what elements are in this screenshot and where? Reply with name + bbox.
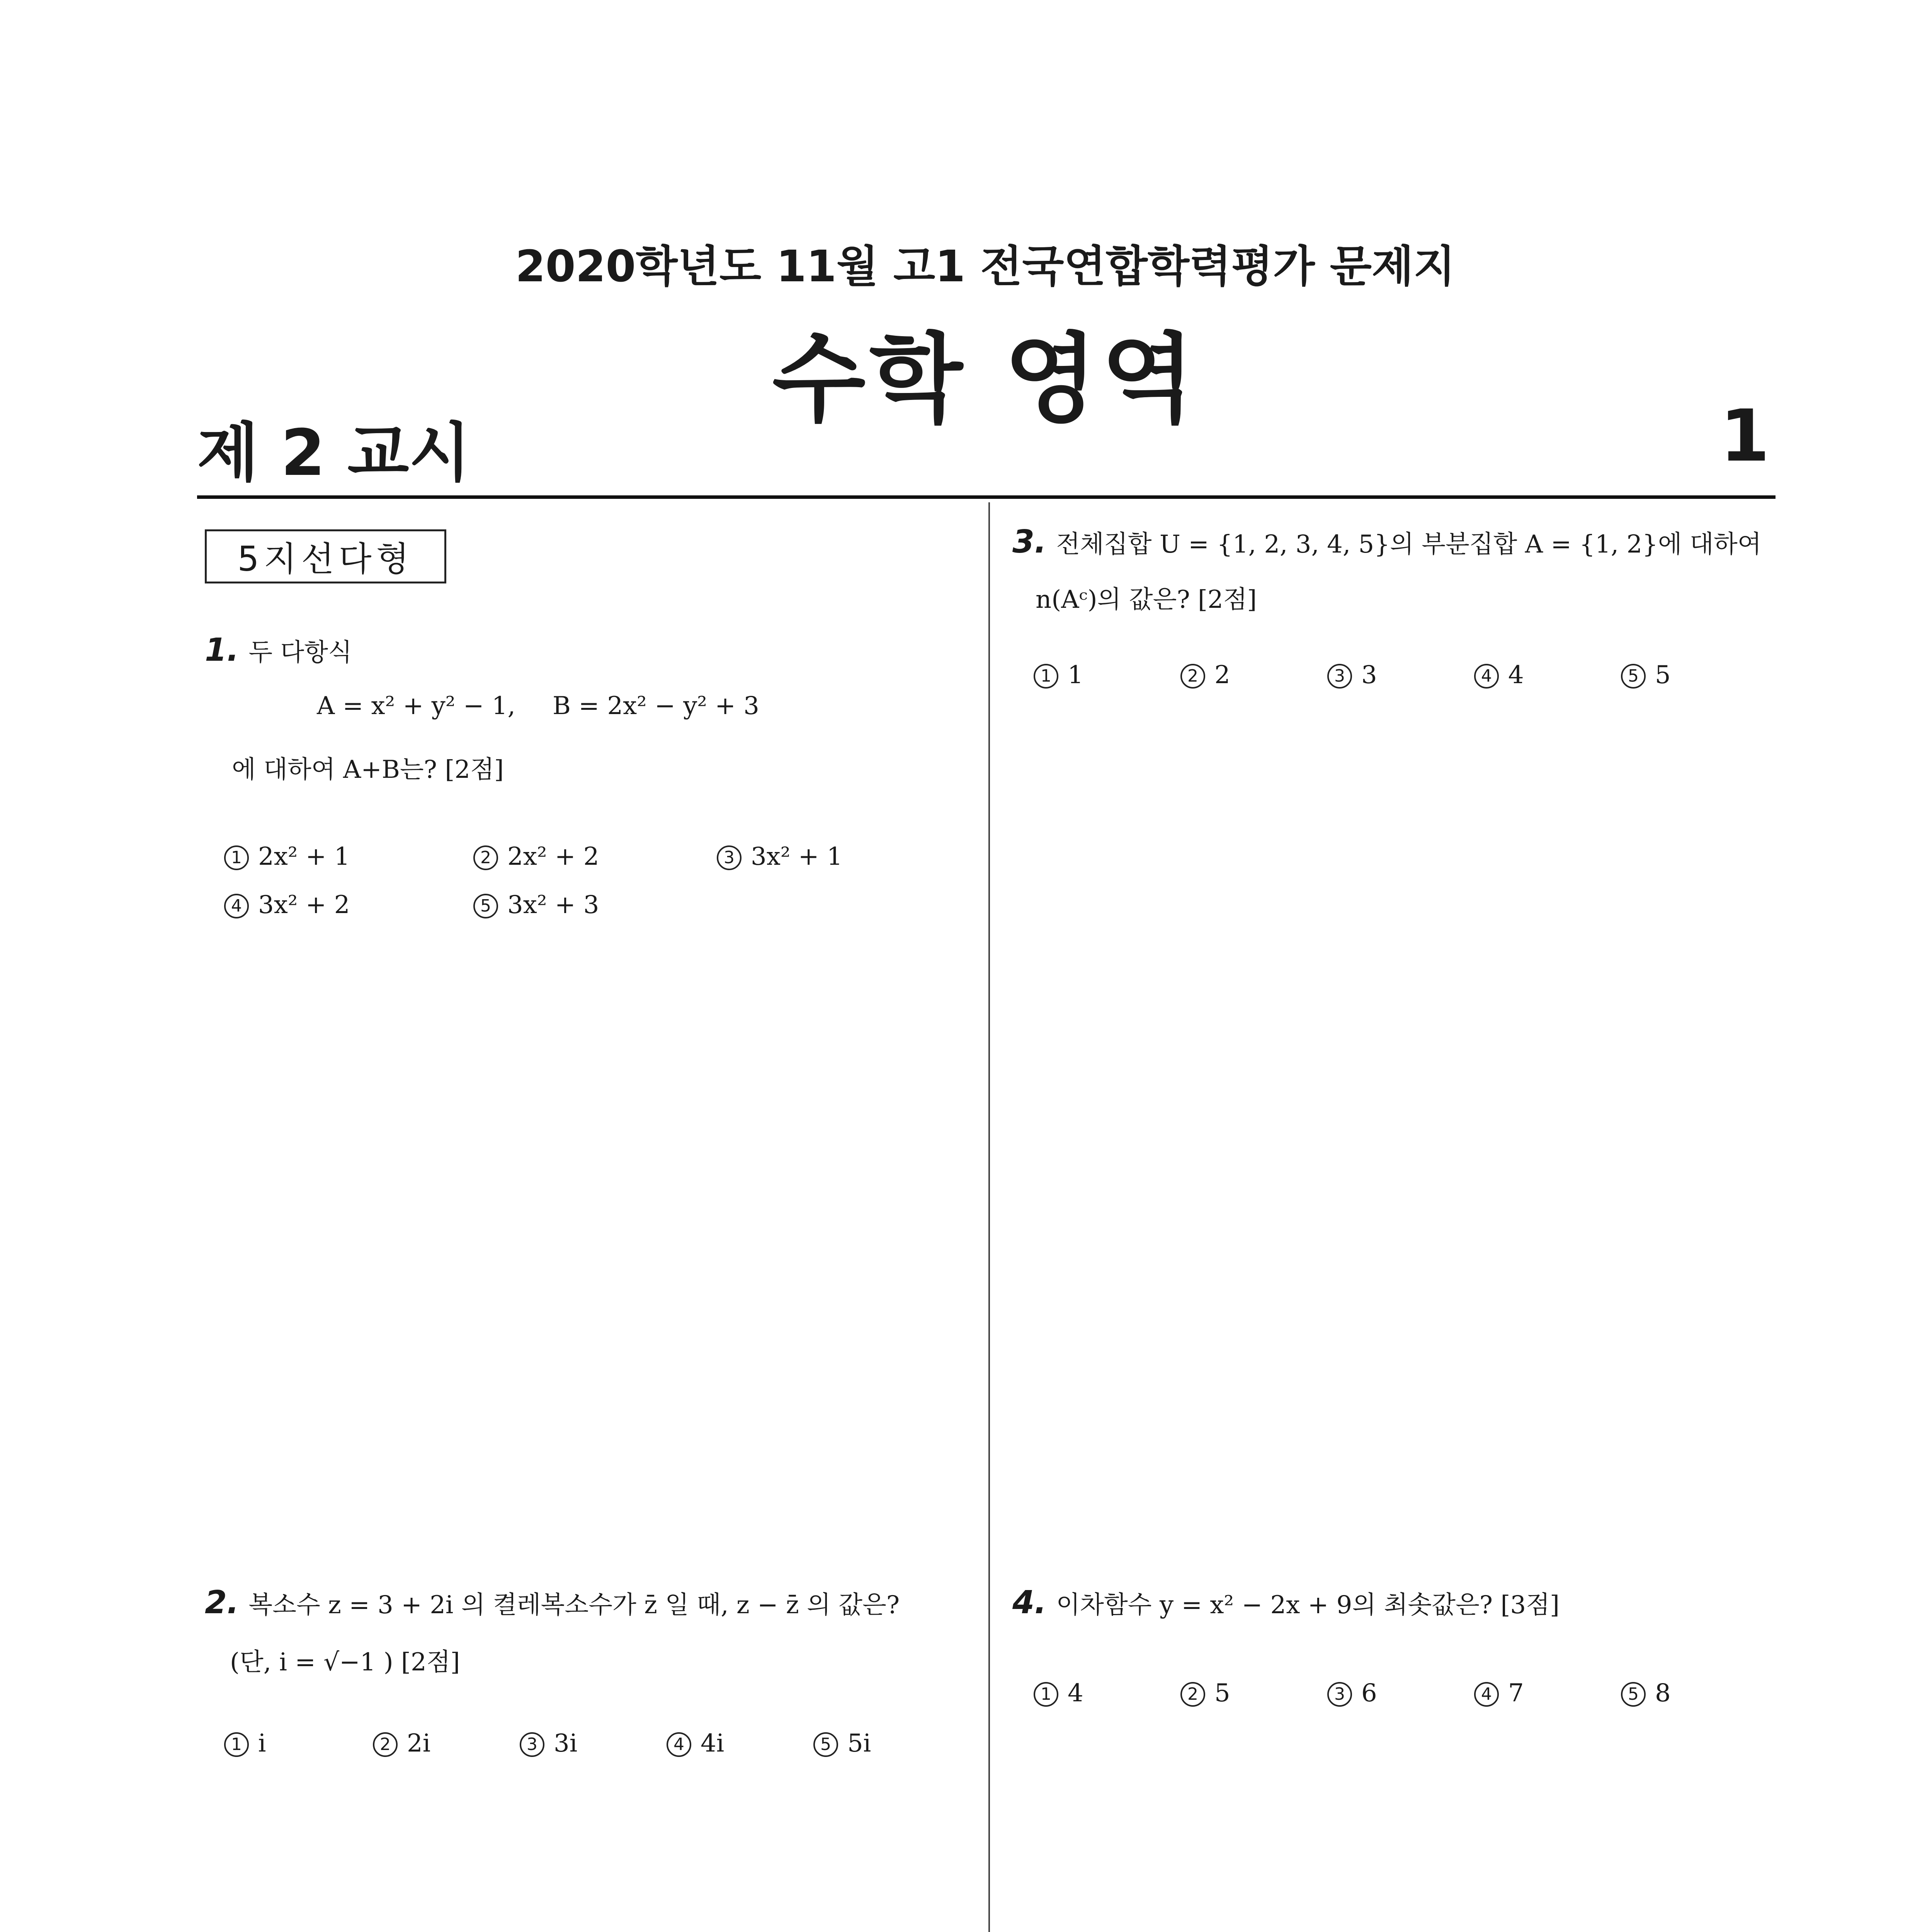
choice-number-mark: 4 bbox=[667, 1732, 691, 1757]
choice-number-mark: 5 bbox=[813, 1732, 838, 1757]
choice-number-mark: 2 bbox=[1180, 1682, 1205, 1707]
question-2-line-2: (단, i = √−1 ) [2점] bbox=[230, 1648, 460, 1677]
question-3 bbox=[1012, 524, 1762, 560]
question-2-line-1: 복소수 z = 3 + 2i 의 켤레복소수가 z̄ 일 때, z − z̄ 의 값은? bbox=[248, 1591, 900, 1619]
question-number: 4. bbox=[1012, 1584, 1047, 1621]
choice-number-mark: 1 bbox=[224, 1732, 249, 1757]
choice-number-mark: 4 bbox=[1474, 664, 1499, 689]
question-3-choice-5[interactable]: 5 5 bbox=[1621, 661, 1671, 689]
question-4-choice-2[interactable]: 2 5 bbox=[1180, 1679, 1230, 1708]
question-number: 2. bbox=[205, 1584, 239, 1621]
choice-number-mark: 2 bbox=[1180, 664, 1205, 689]
question-4-choice-3[interactable]: 3 6 bbox=[1327, 1679, 1377, 1708]
choice-number-mark: 3 bbox=[1327, 1682, 1352, 1707]
question-1-formula-b: B = 2x² − y² + 3 bbox=[553, 692, 759, 720]
question-2-choice-3[interactable]: 3 3i bbox=[520, 1729, 577, 1758]
question-1-choice-2[interactable]: 2 2x² + 2 bbox=[473, 842, 599, 871]
question-3-choice-1[interactable]: 1 1 bbox=[1034, 661, 1083, 689]
choice-number-mark: 4 bbox=[224, 894, 249, 918]
subject-title: 수학 영역 bbox=[772, 323, 1199, 435]
question-2-choice-1[interactable]: 1 i bbox=[224, 1729, 266, 1758]
question-1-choice-1[interactable]: 1 2x² + 1 bbox=[224, 842, 350, 871]
question-intro: 두 다항식 bbox=[248, 638, 352, 667]
choice-number-mark: 3 bbox=[717, 845, 742, 870]
question-2 bbox=[205, 1584, 900, 1621]
question-3-line-1: 전체집합 U = {1, 2, 3, 4, 5}의 부분집합 A = {1, 2}에 대하여 bbox=[1056, 530, 1762, 559]
choice-number-mark: 2 bbox=[473, 845, 498, 870]
choice-number-mark: 1 bbox=[1034, 664, 1058, 689]
choice-number-mark: 1 bbox=[224, 845, 249, 870]
question-3-line-2: n(Aᶜ)의 값은? [2점] bbox=[1036, 585, 1257, 614]
column-divider bbox=[988, 502, 990, 1932]
question-4-choice-5[interactable]: 5 8 bbox=[1621, 1679, 1671, 1708]
choice-number-mark: 4 bbox=[1474, 1682, 1499, 1707]
header-divider bbox=[197, 495, 1776, 499]
question-2-choice-4[interactable]: 4 4i bbox=[667, 1729, 724, 1758]
question-4 bbox=[1012, 1584, 1560, 1621]
question-1 bbox=[205, 632, 352, 668]
question-1-choice-5[interactable]: 5 3x² + 3 bbox=[473, 891, 599, 919]
choice-number-mark: 2 bbox=[373, 1732, 398, 1757]
question-4-line-1: 이차함수 y = x² − 2x + 9의 최솟값은? [3점] bbox=[1056, 1591, 1560, 1619]
question-1-prompt: 에 대하여 A+B는? [2점] bbox=[232, 755, 504, 784]
exam-period: 제 2 교시 bbox=[197, 416, 471, 490]
question-1-choice-4[interactable]: 4 3x² + 2 bbox=[224, 891, 350, 919]
question-3-choice-2[interactable]: 2 2 bbox=[1180, 661, 1230, 689]
question-4-choice-1[interactable]: 1 4 bbox=[1034, 1679, 1083, 1708]
choice-number-mark: 3 bbox=[520, 1732, 544, 1757]
question-number: 1. bbox=[205, 632, 239, 668]
question-2-choice-2[interactable]: 2 2i bbox=[373, 1729, 430, 1758]
question-3-choice-3[interactable]: 3 3 bbox=[1327, 661, 1377, 689]
question-3-choice-4[interactable]: 4 4 bbox=[1474, 661, 1524, 689]
choice-number-mark: 5 bbox=[1621, 664, 1646, 689]
question-4-choice-4[interactable]: 4 7 bbox=[1474, 1679, 1524, 1708]
page-number: 1 bbox=[1720, 394, 1770, 478]
section-badge: 5지선다형 bbox=[205, 529, 446, 583]
choice-number-mark: 3 bbox=[1327, 664, 1352, 689]
choice-number-mark: 5 bbox=[1621, 1682, 1646, 1707]
choice-number-mark: 5 bbox=[473, 894, 498, 918]
question-2-choice-5[interactable]: 5 5i bbox=[813, 1729, 871, 1758]
exam-title: 2020학년도 11월 고1 전국연합학력평가 문제지 bbox=[515, 242, 1456, 292]
choice-number-mark: 1 bbox=[1034, 1682, 1058, 1707]
question-1-formula-a: A = x² + y² − 1, bbox=[317, 692, 515, 720]
question-number: 3. bbox=[1012, 524, 1047, 560]
question-1-choice-3[interactable]: 3 3x² + 1 bbox=[717, 842, 843, 871]
